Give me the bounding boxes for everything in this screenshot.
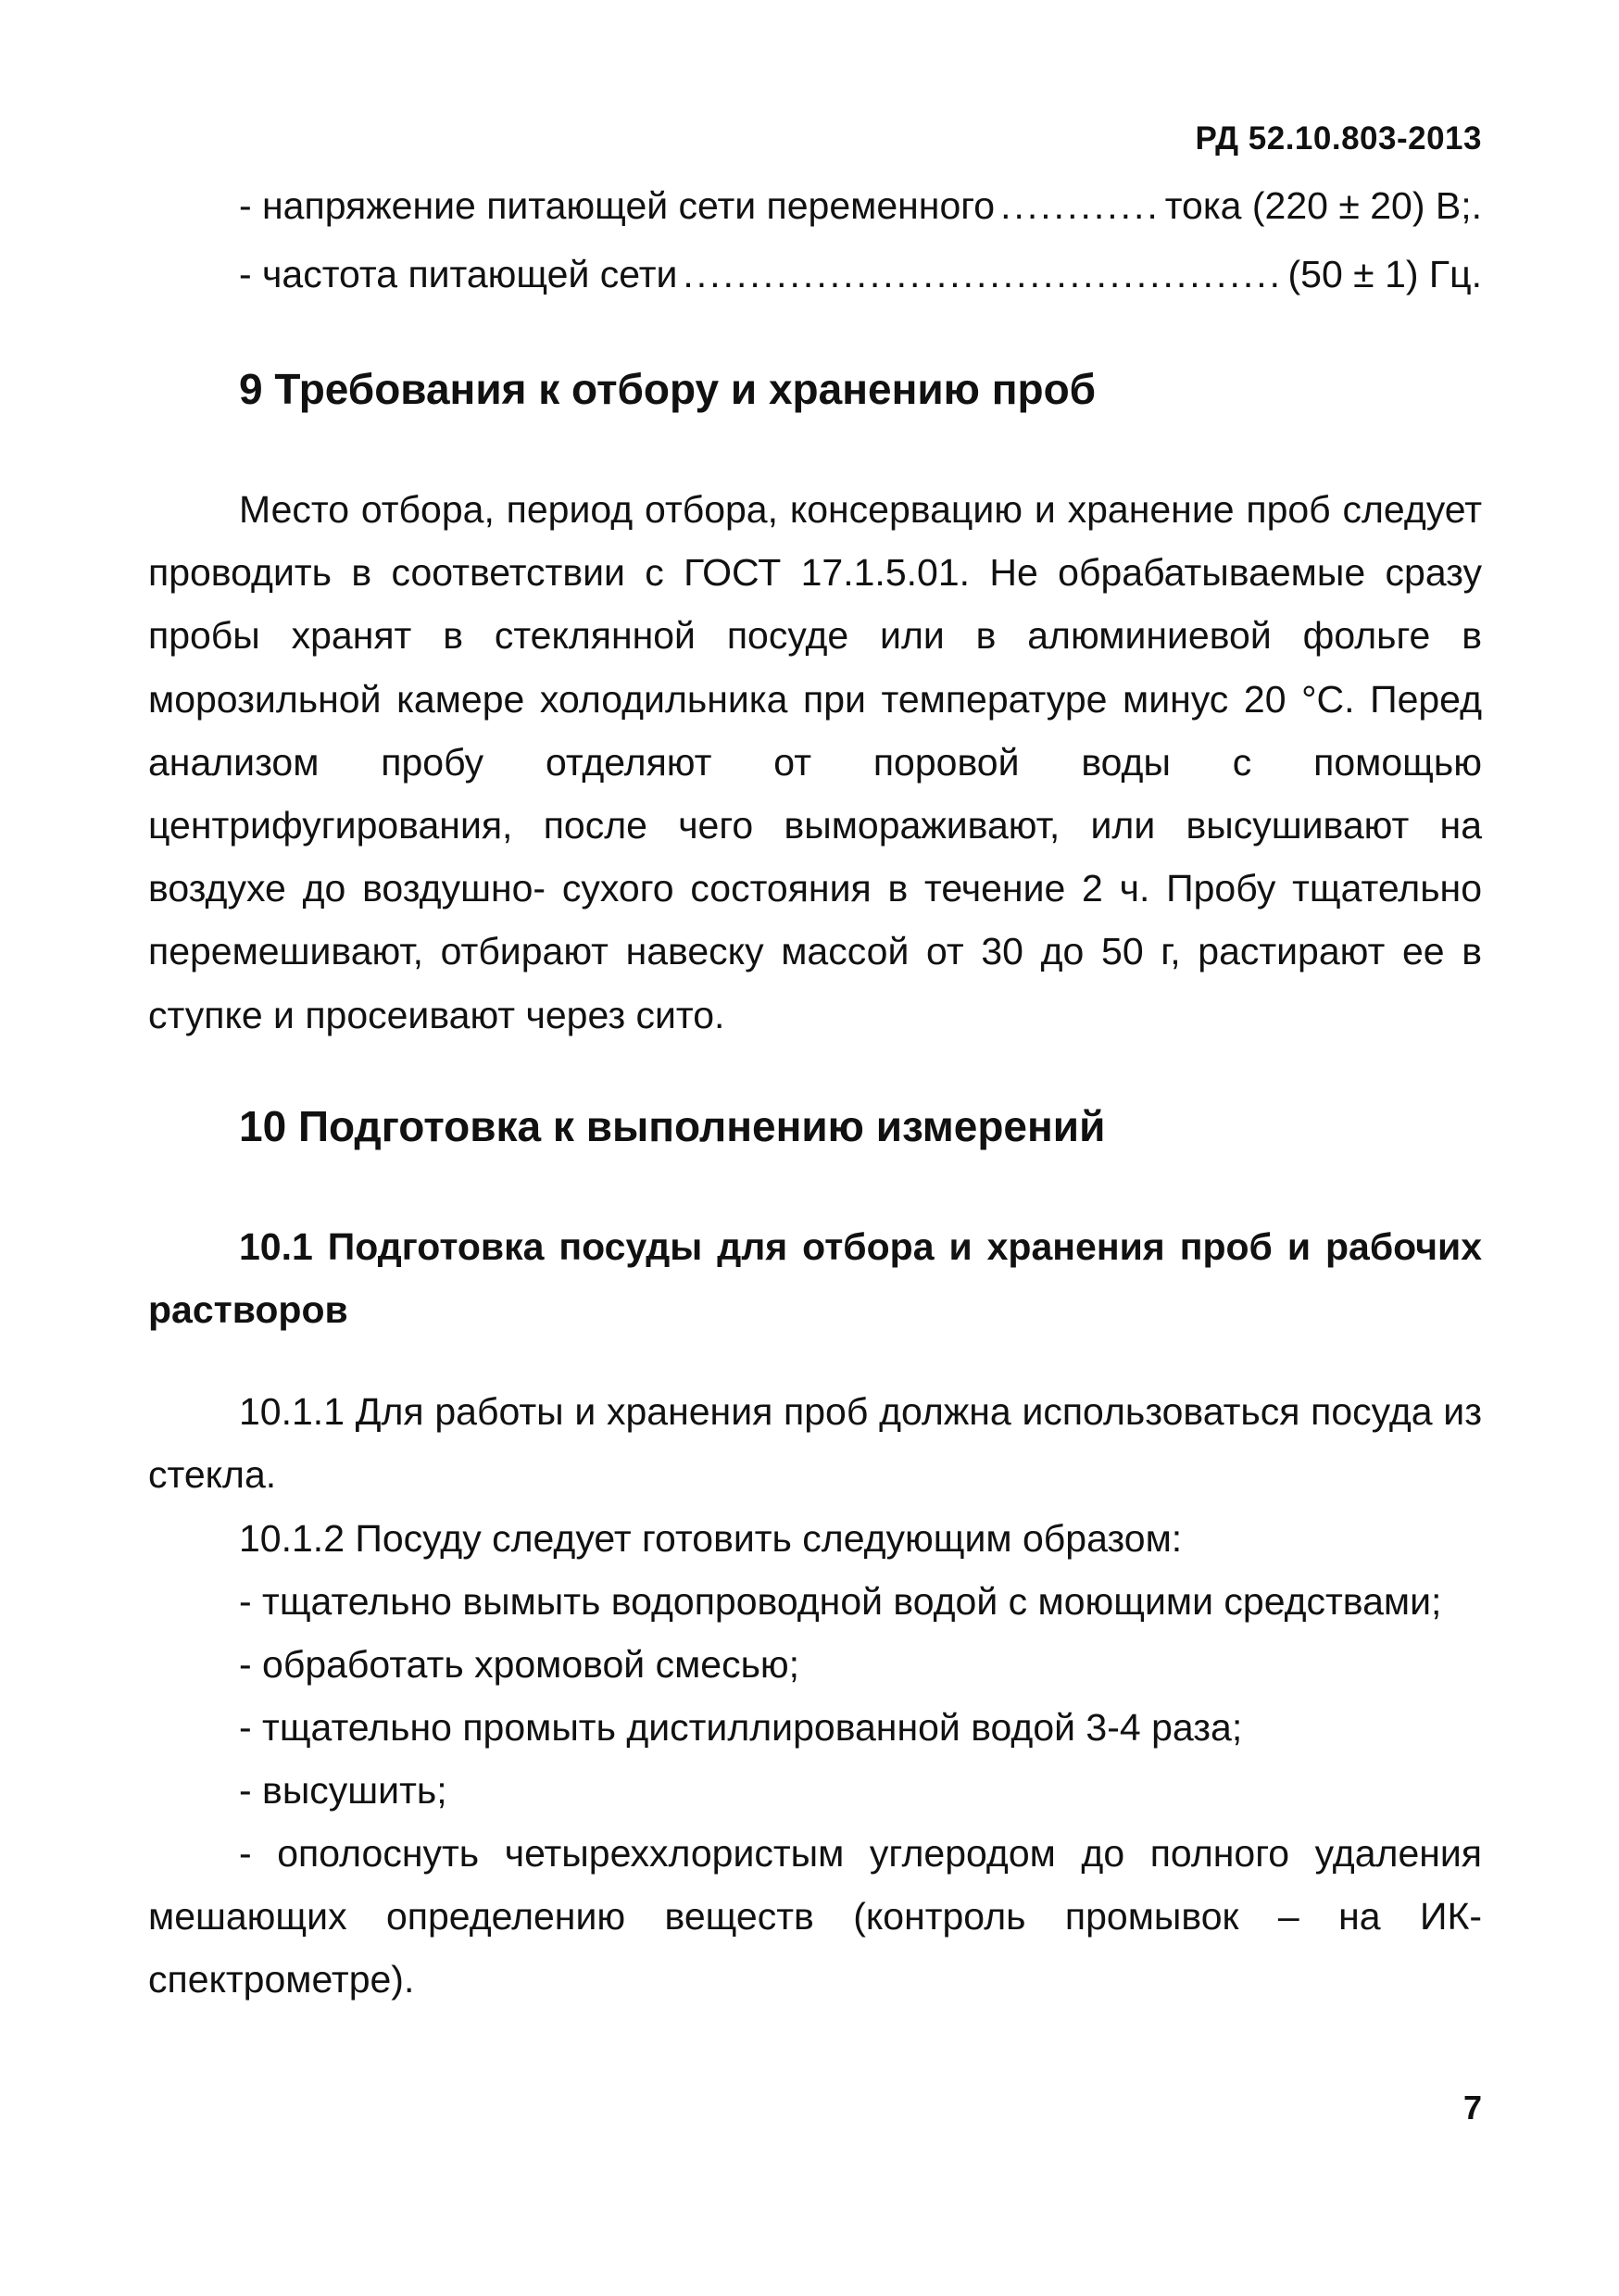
step-item: - высушить; <box>239 1769 447 1812</box>
section-9-heading: 9 Требования к отбору и хранению проб <box>239 365 1097 413</box>
document-code: РД 52.10.803-2013 <box>1195 120 1482 157</box>
subsection-heading-line-1: 10.1 Подготовка посуды для отбора и хранения проб и рабочих <box>239 1225 1482 1268</box>
voltage-label: - напряжение питающей сети переменного <box>239 184 996 227</box>
subsection-10-1-heading <box>148 1215 1482 1341</box>
paragraph-10-1-2: 10.1.2 Посуду следует готовить следующим образом: <box>239 1517 1183 1560</box>
step-item: - обработать хромовой смесью; <box>239 1643 800 1686</box>
voltage-line <box>239 174 1482 237</box>
paragraph-10-1-1: 10.1.1 Для работы и хранения проб должна использоваться посуда из стекла. <box>148 1390 1482 1497</box>
step-item: - тщательно вымыть водопроводной водой с моющими средствами; <box>239 1580 1442 1623</box>
page-number: 7 <box>1462 2089 1482 2127</box>
section-9-paragraph: Место отбора, период отбора, консервацию и хранение проб следует проводить в соответствии с ГОСТ 17.1.5.01. Не обрабатываемые сразу пробы хранят в стеклянной посуде или в алюминиевой фольге в морозильной камере холодильника при температуре минус 20 °С. Перед анализом пробу отделяют от поровой воды с помощью центрифугирования, после чего вымораживают, или высушивают на воздухе до воздушно- сухого состояния в течение 2 ч. Пробу тщательно перемешивают, отбирают навеску массой от 30 до 50 г, растирают ее в ступке и просеивают через сито. <box>148 488 1482 1036</box>
step-item-last: - ополоснуть четыреххлористым углеродом до полного удаления мешающих определению веществ (контроль промывок – на ИК-спектрометре). <box>148 1832 1482 2001</box>
dot-leader <box>683 243 1282 306</box>
section-10-heading: 10 Подготовка к выполнению измерений <box>239 1102 1106 1150</box>
frequency-line <box>239 243 1482 306</box>
subsection-heading-line-2: растворов <box>148 1288 348 1331</box>
frequency-value: (50 ± 1) Гц. <box>1287 253 1482 295</box>
voltage-value: тока (220 ± 20) В;. <box>1164 184 1482 227</box>
step-item: - тщательно промыть дистиллированной водой 3-4 раза; <box>239 1706 1243 1749</box>
frequency-label: - частота питающей сети <box>239 253 678 295</box>
dot-leader <box>1000 174 1160 237</box>
